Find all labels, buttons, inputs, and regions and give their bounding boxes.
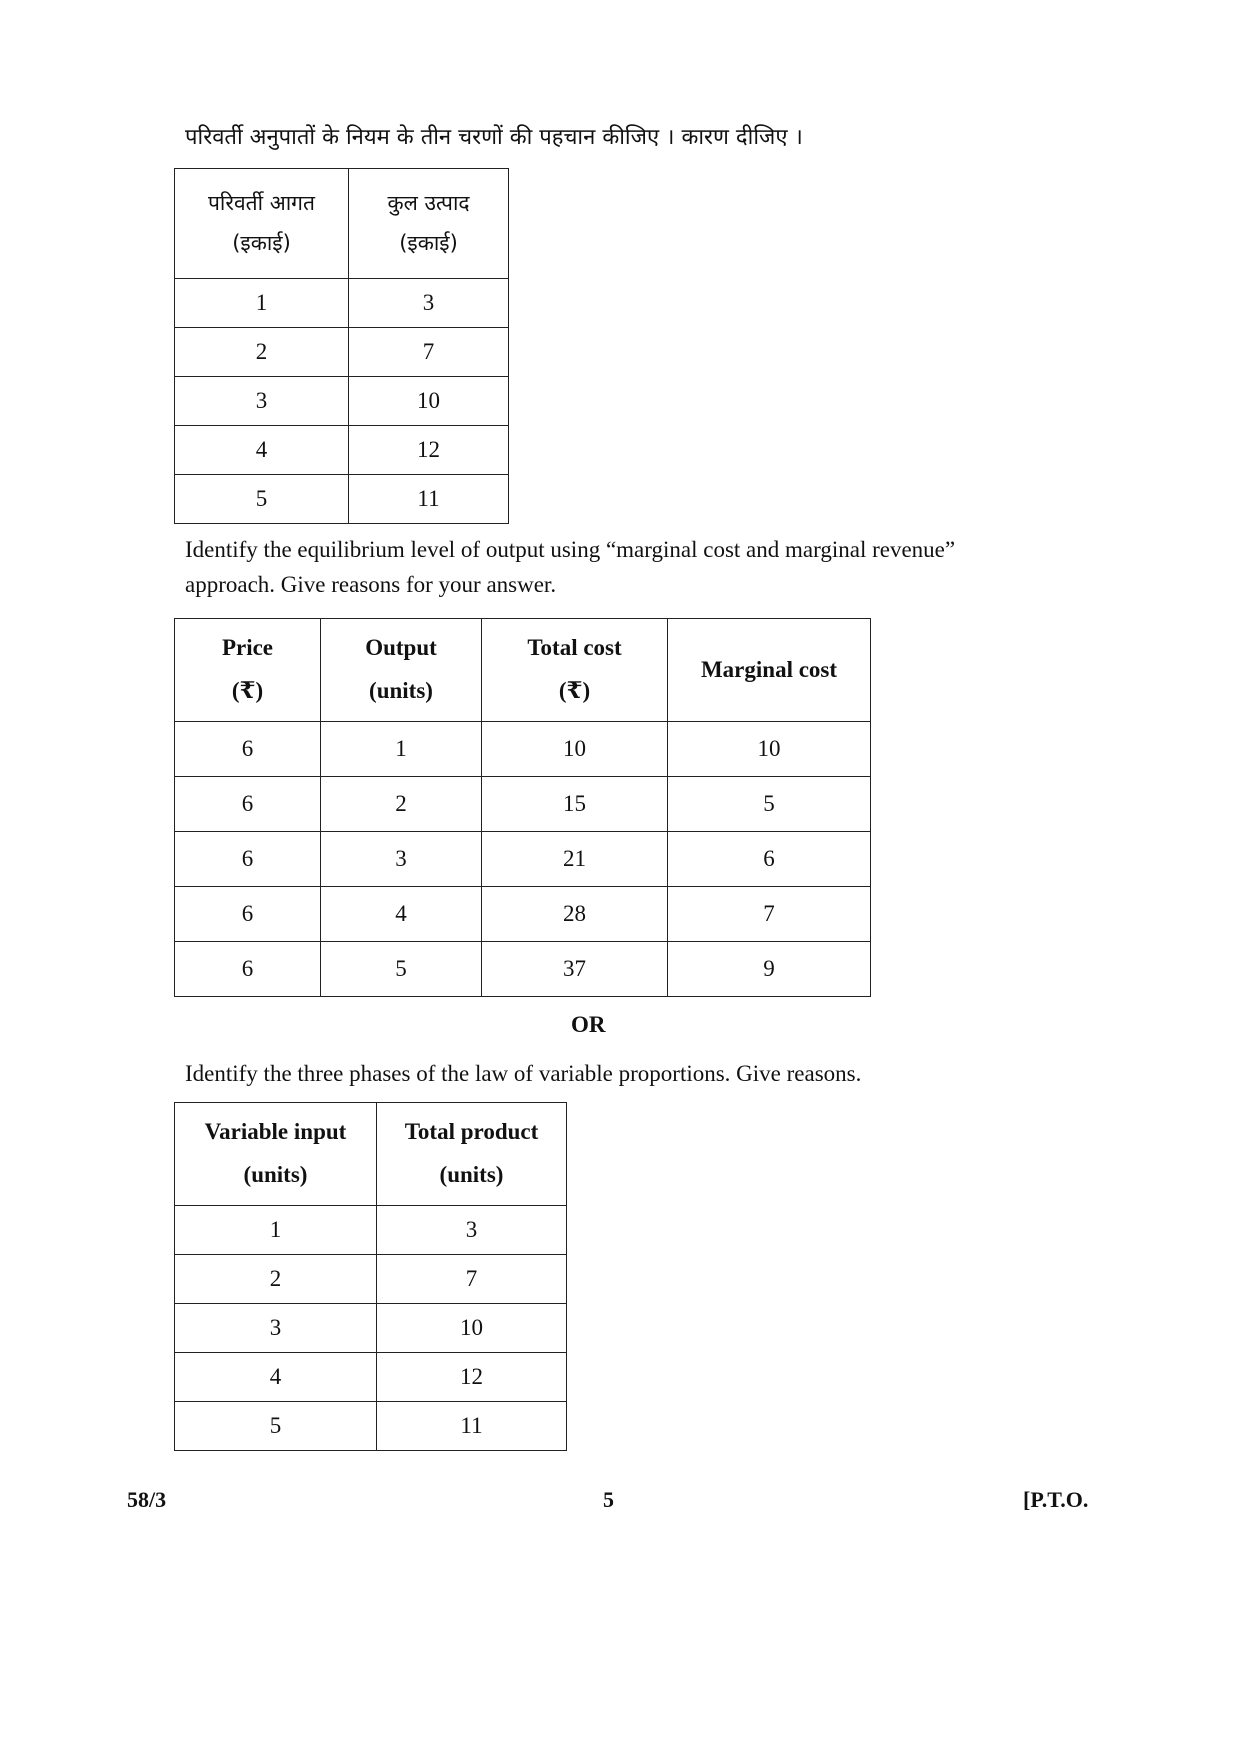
table-row (175, 832, 871, 887)
equilibrium-question-line-2: approach. Give reasons for your answer. (185, 572, 557, 597)
table-row (175, 777, 871, 832)
phases-question: Identify the three phases of the law of variable proportions. Give reasons. (185, 1061, 862, 1086)
table-row (175, 1255, 567, 1304)
table-row (175, 475, 509, 524)
table-cell: 2 (321, 777, 482, 832)
table-row (175, 1402, 567, 1451)
table-cell: 2 (175, 328, 349, 377)
or-separator: OR (571, 1012, 606, 1037)
table-row (175, 1353, 567, 1402)
table-header-cell: Total product (units) (377, 1103, 567, 1206)
table-cell: 10 (349, 377, 509, 426)
table-cell: 4 (321, 887, 482, 942)
table-cell: 3 (349, 279, 509, 328)
table-row (175, 279, 509, 328)
table-cell: 5 (175, 475, 349, 524)
table-cell: 12 (349, 426, 509, 475)
footer-paper-code: 58/3 (127, 1487, 167, 1512)
table-cell: 4 (175, 1353, 377, 1402)
table-cell: 5 (321, 942, 482, 997)
phases-table (174, 1102, 567, 1451)
table-cell: 12 (377, 1353, 567, 1402)
table-cell: 7 (349, 328, 509, 377)
table-cell: 9 (668, 942, 871, 997)
table-header-cell: परिवर्ती आगत (इकाई) (175, 169, 349, 279)
table-row (175, 328, 509, 377)
table-cell: 1 (175, 279, 349, 328)
table-cell: 1 (321, 722, 482, 777)
equilibrium-table (174, 618, 871, 997)
table-cell: 6 (175, 722, 321, 777)
table-cell: 1 (175, 1206, 377, 1255)
table-row (175, 722, 871, 777)
table-cell: 10 (377, 1304, 567, 1353)
table-cell: 10 (668, 722, 871, 777)
table-cell: 28 (482, 887, 668, 942)
table-cell: 11 (377, 1402, 567, 1451)
table-cell: 3 (377, 1206, 567, 1255)
table-header-cell: Marginal cost (668, 619, 871, 722)
footer-pto: [P.T.O. (1023, 1487, 1089, 1512)
table-header-cell: Variable input (units) (175, 1103, 377, 1206)
table-header-cell: कुल उत्पाद (इकाई) (349, 169, 509, 279)
table-cell: 6 (175, 832, 321, 887)
table-cell: 6 (175, 942, 321, 997)
footer-page-number: 5 (603, 1487, 614, 1512)
table-cell: 4 (175, 426, 349, 475)
table-header-cell: Price (₹) (175, 619, 321, 722)
table-cell: 7 (668, 887, 871, 942)
table-cell: 6 (668, 832, 871, 887)
table-cell: 5 (668, 777, 871, 832)
table-cell: 11 (349, 475, 509, 524)
table-cell: 2 (175, 1255, 377, 1304)
table-cell: 21 (482, 832, 668, 887)
table-cell: 10 (482, 722, 668, 777)
table-cell: 6 (175, 777, 321, 832)
table-cell: 37 (482, 942, 668, 997)
table-cell: 6 (175, 887, 321, 942)
hindi-production-table (174, 168, 509, 524)
table-row (175, 1304, 567, 1353)
table-cell: 15 (482, 777, 668, 832)
table-cell: 7 (377, 1255, 567, 1304)
table-row (175, 426, 509, 475)
table-header-cell: Output (units) (321, 619, 482, 722)
table-row (175, 377, 509, 426)
table-cell: 3 (175, 1304, 377, 1353)
table-row (175, 1206, 567, 1255)
hindi-question: परिवर्ती अनुपातों के नियम के तीन चरणों की पहचान कीजिए । कारण दीजिए । (185, 125, 803, 150)
table-header-cell: Total cost (₹) (482, 619, 668, 722)
table-cell: 3 (321, 832, 482, 887)
table-row (175, 942, 871, 997)
table-row (175, 887, 871, 942)
table-cell: 3 (175, 377, 349, 426)
equilibrium-question-line-1: Identify the equilibrium level of output using “marginal cost and marginal revenue” (185, 537, 956, 562)
table-cell: 5 (175, 1402, 377, 1451)
